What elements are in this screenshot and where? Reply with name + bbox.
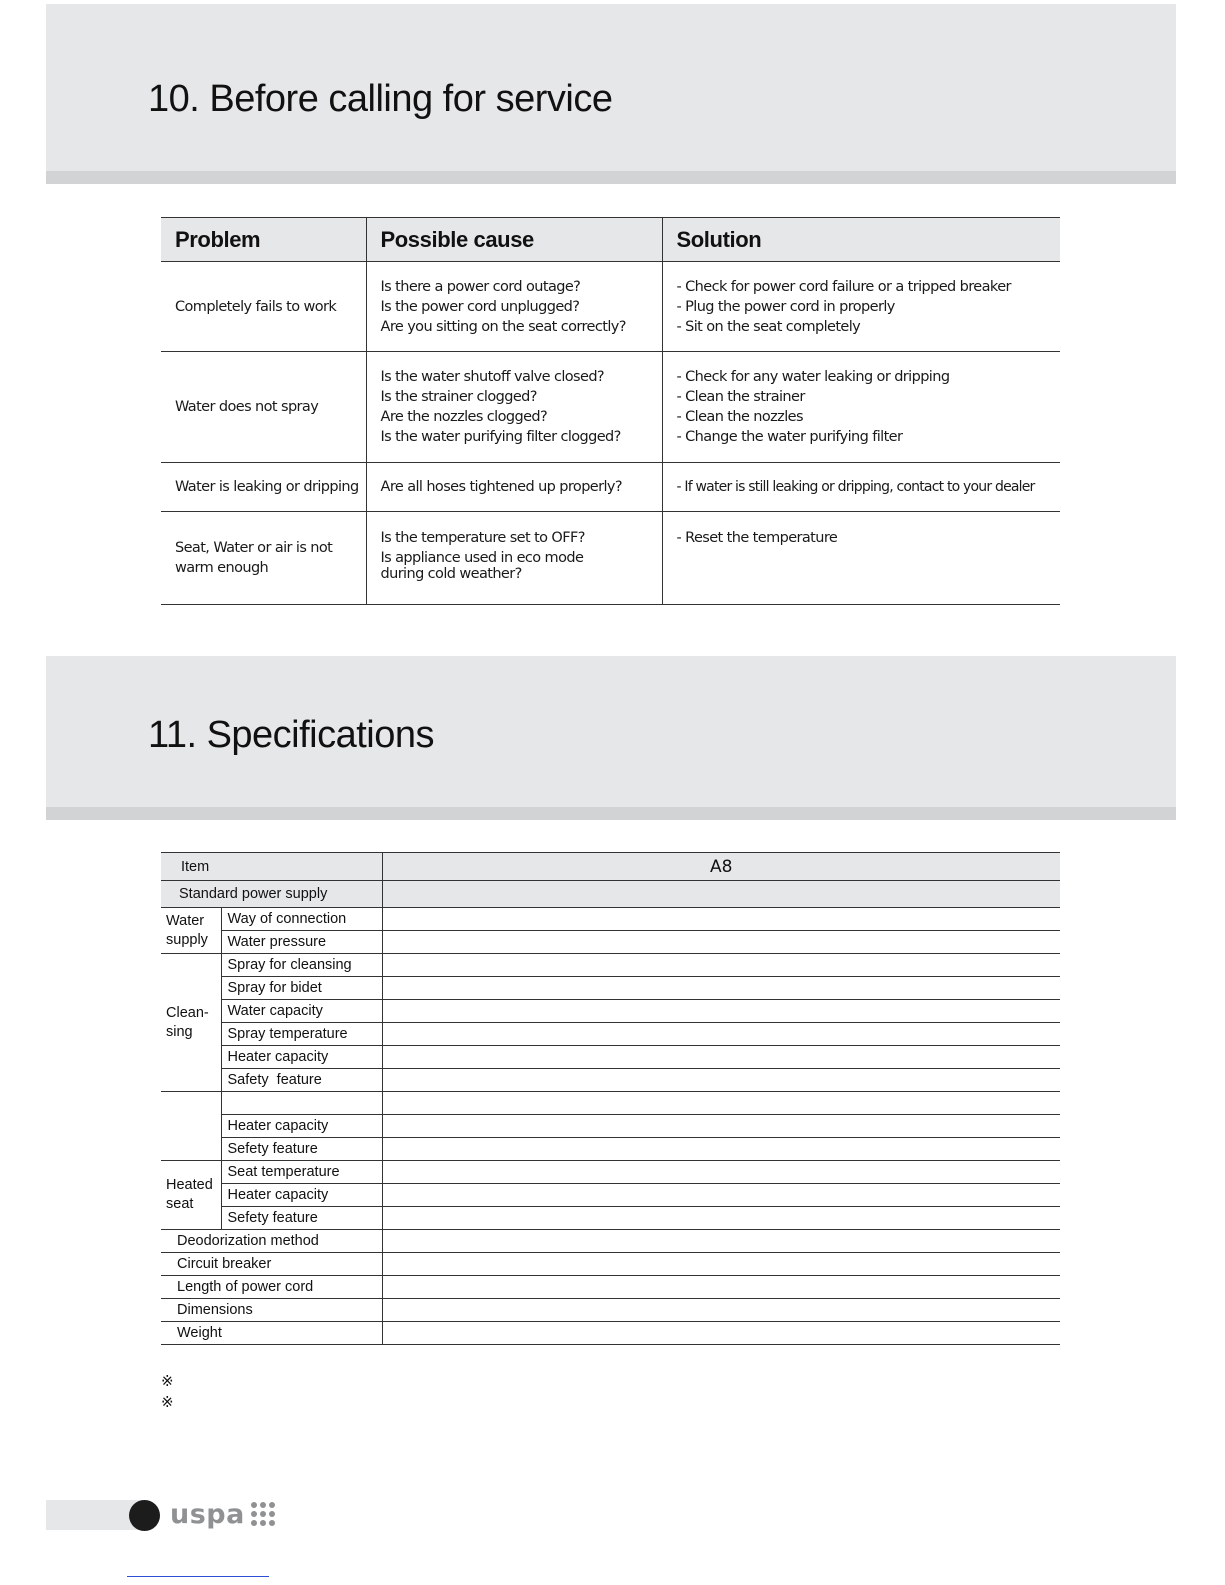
spec-value (382, 1000, 1060, 1023)
problem-text: Completely fails to work (175, 298, 337, 315)
solution-text: - Check for power cord failure or a tripped breaker (676, 278, 1011, 295)
spec-label: Deodorization method (161, 1230, 382, 1253)
cause-text: Is the water shutoff valve closed? (380, 369, 605, 385)
spec-label (221, 1092, 382, 1115)
dot-grid-icon (251, 1502, 275, 1526)
spec-value (382, 908, 1060, 931)
spec-label: Circuit breaker (161, 1253, 382, 1276)
table-row (161, 1299, 1060, 1322)
spec-group-cleansing (161, 954, 221, 1092)
table-row (161, 881, 1060, 908)
solution-text: - If water is still leaking or dripping, contact to your dealer (676, 479, 1035, 495)
solution-text: - Change the water purifying filter (676, 429, 903, 445)
spec-value (382, 1092, 1060, 1115)
table-row (161, 954, 1060, 977)
cause-text: Is the water purifying filter clogged? (380, 429, 621, 445)
reference-mark: ※ (161, 1372, 174, 1390)
troubleshooting-table (161, 217, 1060, 605)
cause-text: during cold weather? (380, 566, 522, 582)
table-row (161, 1023, 1060, 1046)
solution-text: - Clean the nozzles (676, 409, 803, 425)
bottom-link-underline (127, 1576, 269, 1577)
spec-label: Item (161, 853, 382, 881)
table-row (161, 262, 1060, 352)
spec-value (382, 977, 1060, 1000)
section-divider (46, 171, 1176, 184)
table-row (161, 977, 1060, 1000)
solution-text: - Plug the power cord in properly (676, 298, 895, 315)
spec-label: Spray for bidet (221, 977, 382, 1000)
spec-value (382, 1115, 1060, 1138)
solution-cell (662, 512, 1060, 605)
cause-text: Is the strainer clogged? (380, 389, 537, 405)
cause-text: Is the temperature set to OFF? (380, 530, 585, 546)
specifications-table (161, 852, 1060, 1345)
column-header-cause: Possible cause (366, 218, 662, 262)
cause-cell (366, 512, 662, 605)
table-row (161, 1069, 1060, 1092)
spec-label: Heater capacity (221, 1184, 382, 1207)
spec-label: Standard power supply (161, 881, 382, 908)
table-row (161, 908, 1060, 931)
cause-cell (366, 463, 662, 512)
solution-text: - Sit on the seat completely (676, 318, 861, 335)
cause-text: Are you sitting on the seat correctly? (380, 318, 626, 335)
spec-value (382, 881, 1060, 908)
solution-cell (662, 352, 1060, 463)
section-header-band (46, 4, 1176, 184)
spec-label: Sefety feature (221, 1207, 382, 1230)
cause-text: Is the power cord unplugged? (380, 298, 580, 315)
solution-text: - Check for any water leaking or dripping (676, 369, 950, 385)
table-row (161, 1230, 1060, 1253)
table-row (161, 352, 1060, 463)
table-row (161, 931, 1060, 954)
spec-value (382, 1138, 1060, 1161)
column-header-problem: Problem (161, 218, 366, 262)
spec-group-water-supply (161, 908, 221, 954)
spec-value (382, 1299, 1060, 1322)
column-header-solution: Solution (662, 218, 1060, 262)
cause-text: Is there a power cord outage? (380, 278, 581, 295)
problem-text: Water is leaking or dripping (175, 479, 359, 495)
cause-cell (366, 262, 662, 352)
spec-label: Safety feature (221, 1069, 382, 1092)
group-label: Heated (166, 1177, 213, 1193)
spec-value (382, 1207, 1060, 1230)
spec-label: Dimensions (161, 1299, 382, 1322)
solution-text: - Reset the temperature (676, 530, 838, 546)
problem-text: Seat, Water or air is not (175, 540, 333, 556)
cause-text: Are all hoses tightened up properly? (380, 479, 622, 495)
cause-text: Are the nozzles clogged? (380, 409, 548, 425)
table-row (161, 1138, 1060, 1161)
section-title: 10. Before calling for service (148, 78, 613, 120)
table-row (161, 1115, 1060, 1138)
table-row (161, 1000, 1060, 1023)
table-row (161, 1276, 1060, 1299)
group-label: Clean- (166, 1004, 209, 1021)
model-name: A8 (382, 853, 1060, 881)
spec-label: Heater capacity (221, 1115, 382, 1138)
spec-value (382, 1184, 1060, 1207)
page-marker-dot (129, 1500, 160, 1531)
problem-cell (161, 512, 366, 605)
section-divider (46, 807, 1176, 820)
spec-value (382, 1161, 1060, 1184)
brand-logo (170, 1496, 275, 1532)
solution-cell (662, 262, 1060, 352)
spec-value (382, 1046, 1060, 1069)
problem-text: warm enough (175, 560, 269, 576)
cause-text: Is appliance used in eco mode (380, 550, 584, 566)
spec-label: Spray temperature (221, 1023, 382, 1046)
spec-label: Sefety feature (221, 1138, 382, 1161)
spec-label: Spray for cleansing (221, 954, 382, 977)
spec-group-unlabeled (161, 1092, 221, 1161)
reference-mark: ※ (161, 1393, 174, 1411)
spec-label: Heater capacity (221, 1046, 382, 1069)
spec-label: Length of power cord (161, 1276, 382, 1299)
group-label: supply (166, 931, 208, 948)
spec-label: Weight (161, 1322, 382, 1345)
group-label: seat (166, 1196, 194, 1212)
problem-text: Water does not spray (175, 399, 319, 415)
table-row (161, 1046, 1060, 1069)
table-row (161, 1207, 1060, 1230)
table-row (161, 853, 1060, 881)
group-label: Water (166, 912, 205, 929)
table-row (161, 512, 1060, 605)
spec-value (382, 1276, 1060, 1299)
solution-text: - Clean the strainer (676, 389, 805, 405)
table-row (161, 1184, 1060, 1207)
problem-cell (161, 463, 366, 512)
table-row (161, 1161, 1060, 1184)
spec-label: Seat temperature (221, 1161, 382, 1184)
section-header-band (46, 656, 1176, 820)
problem-cell (161, 262, 366, 352)
table-row (161, 463, 1060, 512)
spec-value (382, 931, 1060, 954)
cause-cell (366, 352, 662, 463)
table-header-row (161, 218, 1060, 262)
table-row (161, 1253, 1060, 1276)
solution-cell (662, 463, 1060, 512)
spec-value (382, 1253, 1060, 1276)
spec-value (382, 1322, 1060, 1345)
group-label: sing (166, 1023, 193, 1040)
spec-group-heated-seat (161, 1161, 221, 1230)
spec-label: Water pressure (221, 931, 382, 954)
table-row (161, 1092, 1060, 1115)
spec-value (382, 1230, 1060, 1253)
table-row (161, 1322, 1060, 1345)
problem-cell (161, 352, 366, 463)
spec-value (382, 1023, 1060, 1046)
spec-value (382, 954, 1060, 977)
section-title: 11. Specifications (148, 714, 435, 756)
spec-value (382, 1069, 1060, 1092)
spec-label: Way of connection (221, 908, 382, 931)
logo-text: uspa (170, 1498, 245, 1530)
spec-label: Water capacity (221, 1000, 382, 1023)
